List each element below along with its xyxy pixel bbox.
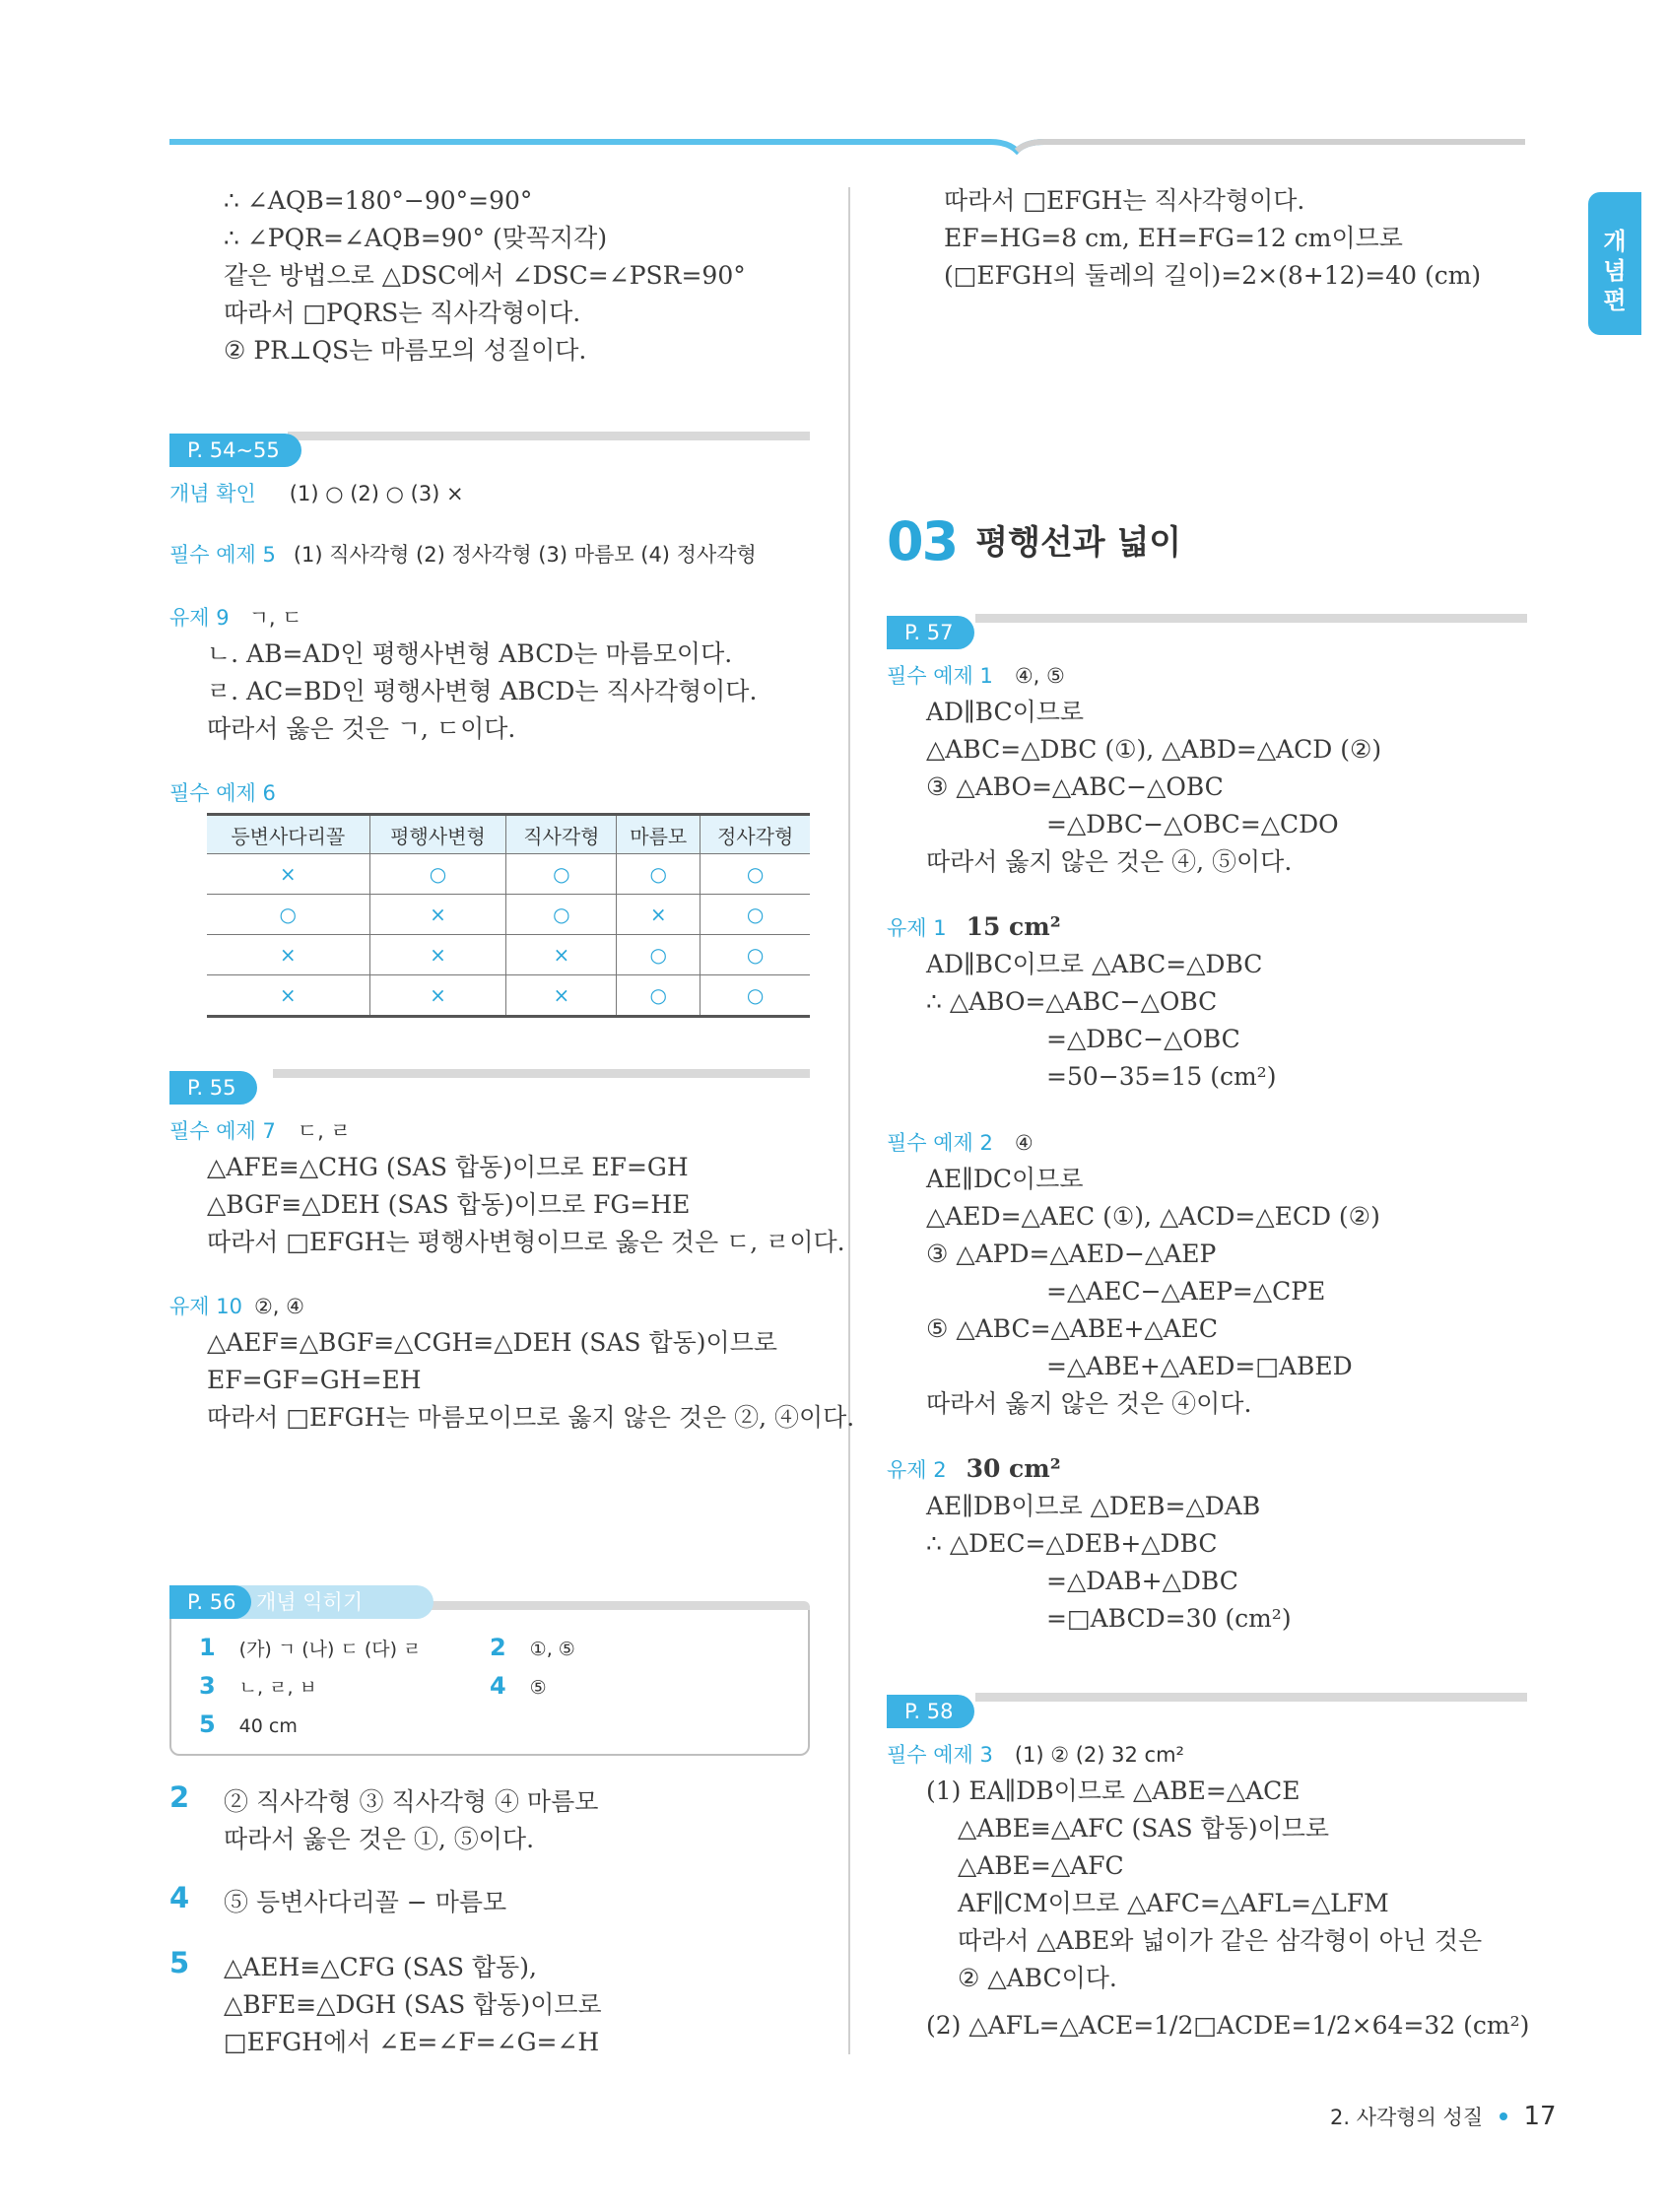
page-tag-p58: P. 58 <box>887 1695 974 1728</box>
section-rule <box>288 432 810 440</box>
table-cell: ○ <box>701 935 810 975</box>
table-cell: × <box>369 895 506 935</box>
table-cell: × <box>207 935 369 975</box>
page-tag-p54-55: P. 54~55 <box>169 434 301 467</box>
text-line: EF=HG=8 cm, EH=FG=12 cm이므로 <box>944 224 1403 252</box>
example-3-answer: (1) ② (2) 32 cm² <box>1014 1743 1184 1767</box>
exercise-10-answer: ②, ④ <box>253 1295 304 1318</box>
answer-text: 40 cm <box>238 1715 298 1737</box>
page-tag-p57: P. 57 <box>887 616 974 649</box>
table-cell: ○ <box>506 854 617 895</box>
answer-item <box>490 1667 547 1707</box>
table-cell: × <box>506 935 617 975</box>
text-line: =50−35=15 (cm²) <box>1046 1062 1277 1091</box>
text-line: 따라서 △ABE와 넓이가 같은 삼각형이 아닌 것은 <box>958 1926 1483 1955</box>
table-row <box>207 935 810 975</box>
example-5-label: 필수 예제 5 <box>169 543 276 567</box>
example-2 <box>887 1123 1034 1162</box>
table-cell: × <box>207 975 369 1017</box>
text-line: (□EFGH의 둘레의 길이)=2×(8+12)=40 (cm) <box>944 261 1482 290</box>
concept-box-rule <box>416 1601 810 1610</box>
text-line: ㄹ. AC=BD인 평행사변형 ABCD는 직사각형이다. <box>207 677 758 705</box>
concept-title: 개념 익히기 <box>256 1590 364 1614</box>
answer-text: ㄴ, ㄹ, ㅂ <box>238 1677 317 1699</box>
text-line: 따라서 옳은 것은 ①, ⑤이다. <box>224 1825 535 1853</box>
text-line: ∴ △ABO=△ABC−△OBC <box>926 987 1218 1016</box>
example-6 <box>169 773 276 812</box>
text-line: =△DBC−△OBC <box>1046 1025 1240 1053</box>
text-line: △AEH≡△CFG (SAS 합동), <box>224 1953 537 1981</box>
answer-text: ①, ⑤ <box>529 1639 575 1660</box>
text-line: □EFGH에서 ∠E=∠F=∠G=∠H <box>224 2028 600 2056</box>
answer-number: 1 <box>199 1634 216 1661</box>
text-line: △AEF≡△BGF≡△CGH≡△DEH (SAS 합동)이므로 <box>207 1328 778 1357</box>
text-line: ③ △ABO=△ABC−△OBC <box>926 772 1224 801</box>
side-tab-concept: 개념편 <box>1588 192 1641 335</box>
example-3-label: 필수 예제 3 <box>887 1743 993 1767</box>
table-cell: × <box>617 895 701 935</box>
text-line: AF∥CM이므로 △AFC=△AFL=△LFM <box>958 1889 1389 1917</box>
text-line: =△DAB+△DBC <box>1046 1567 1238 1595</box>
text-line: △BFE≡△DGH (SAS 합동)이므로 <box>224 1990 602 2019</box>
text-line: ③ △APD=△AED−△AEP <box>926 1240 1217 1268</box>
table-cell: ○ <box>617 854 701 895</box>
text-line: 따라서 □PQRS는 직사각형이다. <box>224 299 581 327</box>
exercise-10 <box>169 1287 304 1325</box>
exercise-2-answer: 30 cm² <box>966 1454 1061 1483</box>
exercise-1-answer: 15 cm² <box>966 912 1061 941</box>
table-cell: ○ <box>617 975 701 1017</box>
text-line: =□ABCD=30 (cm²) <box>1046 1604 1292 1633</box>
text-line: =△DBC−△OBC=△CDO <box>1046 810 1339 838</box>
footer-chapter: 2. 사각형의 성질 <box>1330 2106 1484 2129</box>
text-line: EF=GF=GH=EH <box>207 1366 422 1394</box>
table-header-cell: 직사각형 <box>506 815 617 854</box>
example-1 <box>887 656 1065 695</box>
concept-check <box>169 474 464 512</box>
table-cell: ○ <box>369 854 506 895</box>
top-rule <box>167 133 1527 155</box>
table-cell: ○ <box>701 854 810 895</box>
exercise-9-label: 유제 9 <box>169 606 230 630</box>
example-1-label: 필수 예제 1 <box>887 664 993 688</box>
exercise-9-answer: ㄱ, ㄷ <box>248 606 302 630</box>
example-5 <box>169 535 757 573</box>
text-line: 따라서 옳지 않은 것은 ④이다. <box>926 1389 1252 1418</box>
table-cell: × <box>369 935 506 975</box>
section-number: 03 <box>887 510 958 572</box>
table-row <box>207 895 810 935</box>
section-heading <box>887 512 1181 571</box>
exercise-1-label: 유제 1 <box>887 916 947 940</box>
example-3 <box>887 1735 1184 1774</box>
example-7 <box>169 1111 351 1150</box>
answer-item <box>199 1667 317 1707</box>
example-5-answer: (1) 직사각형 (2) 정사각형 (3) 마름모 (4) 정사각형 <box>293 543 757 567</box>
table-header-cell: 마름모 <box>617 815 701 854</box>
text-line: 따라서 □EFGH는 평행사변형이므로 옳은 것은 ㄷ, ㄹ이다. <box>207 1228 845 1256</box>
text-line: △AFE≡△CHG (SAS 합동)이므로 EF=GH <box>207 1153 689 1181</box>
page-tag-p55: P. 55 <box>169 1071 257 1105</box>
footer-page-number: 17 <box>1523 2102 1557 2131</box>
example-2-answer: ④ <box>1014 1131 1034 1155</box>
table-cell: × <box>207 854 369 895</box>
text-line: △ABE=△AFC <box>958 1851 1124 1880</box>
example-2-label: 필수 예제 2 <box>887 1131 993 1155</box>
table-row <box>207 854 810 895</box>
table-cell: ○ <box>701 975 810 1017</box>
example-6-label: 필수 예제 6 <box>169 781 276 805</box>
solution-number: 5 <box>169 1946 190 1979</box>
exercise-1 <box>887 908 1061 947</box>
example-1-answer: ④, ⑤ <box>1014 664 1065 688</box>
answer-item <box>199 1706 298 1745</box>
text-line: AE∥DB이므로 △DEB=△DAB <box>926 1492 1261 1520</box>
table-header-cell: 등변사다리꼴 <box>207 815 369 854</box>
text-line: AD∥BC이므로 <box>926 698 1085 726</box>
text-line: △ABC=△DBC (①), △ABD=△ACD (②) <box>926 735 1382 764</box>
example-7-label: 필수 예제 7 <box>169 1119 276 1143</box>
text-line: △BGF≡△DEH (SAS 합동)이므로 FG=HE <box>207 1190 691 1219</box>
text-line: ② 직사각형 ③ 직사각형 ④ 마름모 <box>224 1787 599 1816</box>
text-line: (1) EA∥DB이므로 △ABE=△ACE <box>926 1776 1301 1805</box>
text-line: ② PR⊥QS는 마름모의 성질이다. <box>224 336 587 365</box>
text-line: ∴ △DEC=△DEB+△DBC <box>926 1529 1218 1558</box>
text-line: △AED=△AEC (①), △ACD=△ECD (②) <box>926 1202 1380 1231</box>
text-line: ∴ ∠PQR=∠AQB=90° (맞꼭지각) <box>224 224 608 252</box>
table-header-cell: 평행사변형 <box>369 815 506 854</box>
page-footer <box>1330 2102 1557 2131</box>
section-rule <box>273 1069 810 1078</box>
text-line: ⑤ 등변사다리꼴 − 마름모 <box>224 1888 507 1916</box>
solution-number: 4 <box>169 1881 190 1914</box>
exercise-9 <box>169 598 302 637</box>
exercise-2 <box>887 1450 1061 1489</box>
answer-item <box>490 1629 575 1668</box>
table-cell: × <box>506 975 617 1017</box>
table-header-row <box>207 815 810 854</box>
text-line: ∴ ∠AQB=180°−90°=90° <box>224 186 533 215</box>
table-cell: ○ <box>506 895 617 935</box>
answer-number: 3 <box>199 1672 216 1700</box>
text-line: 따라서 옳지 않은 것은 ④, ⑤이다. <box>926 847 1293 876</box>
text-line: AD∥BC이므로 △ABC=△DBC <box>926 950 1263 978</box>
text-line: 따라서 □EFGH는 마름모이므로 옳지 않은 것은 ②, ④이다. <box>207 1403 855 1432</box>
section-title: 평행선과 넓이 <box>975 523 1182 563</box>
table-header-cell: 정사각형 <box>701 815 810 854</box>
table-cell: ○ <box>207 895 369 935</box>
exercise-10-label: 유제 10 <box>169 1295 242 1318</box>
text-line: ㄴ. AB=AD인 평행사변형 ABCD는 마름모이다. <box>207 639 733 668</box>
footer-dot-icon <box>1500 2112 1507 2120</box>
text-line: 같은 방법으로 △DSC에서 ∠DSC=∠PSR=90° <box>224 261 746 290</box>
section-rule <box>975 614 1527 623</box>
text-line: ⑤ △ABC=△ABE+△AEC <box>926 1314 1219 1343</box>
exercise-2-label: 유제 2 <box>887 1458 947 1482</box>
answer-text: (가) ㄱ (나) ㄷ (다) ㄹ <box>238 1639 422 1660</box>
quadrilateral-table <box>207 813 810 1018</box>
table-row <box>207 975 810 1017</box>
table-cell: × <box>369 975 506 1017</box>
text-line: =△ABE+△AED=□ABED <box>1046 1352 1353 1380</box>
text-line: 따라서 옳은 것은 ㄱ, ㄷ이다. <box>207 714 516 743</box>
solution-number: 2 <box>169 1780 190 1814</box>
answer-item <box>199 1629 421 1668</box>
concept-check-label: 개념 확인 <box>169 482 256 505</box>
answer-text: ⑤ <box>529 1677 547 1699</box>
example-7-answer: ㄷ, ㄹ <box>297 1119 351 1143</box>
answer-number: 5 <box>199 1710 216 1738</box>
text-line: AE∥DC이므로 <box>926 1165 1084 1193</box>
concept-check-answer: (1) ○ (2) ○ (3) × <box>289 482 464 505</box>
table-cell: ○ <box>617 935 701 975</box>
text-line: 따라서 □EFGH는 직사각형이다. <box>944 186 1305 215</box>
page-tag-p56: P. 56 <box>169 1585 251 1619</box>
text-line: =△AEC−△AEP=△CPE <box>1046 1277 1326 1306</box>
column-divider <box>848 187 850 2054</box>
text-line: (2) △AFL=△ACE=1/2□ACDE=1/2×64=32 (cm²) <box>926 2011 1530 2040</box>
answer-number: 2 <box>490 1634 506 1661</box>
table-cell: ○ <box>701 895 810 935</box>
answer-number: 4 <box>490 1672 506 1700</box>
concept-box-header <box>169 1585 810 1614</box>
section-rule <box>975 1693 1527 1702</box>
text-line: △ABE≡△AFC (SAS 합동)이므로 <box>958 1814 1330 1843</box>
text-line: ② △ABC이다. <box>958 1964 1117 1992</box>
